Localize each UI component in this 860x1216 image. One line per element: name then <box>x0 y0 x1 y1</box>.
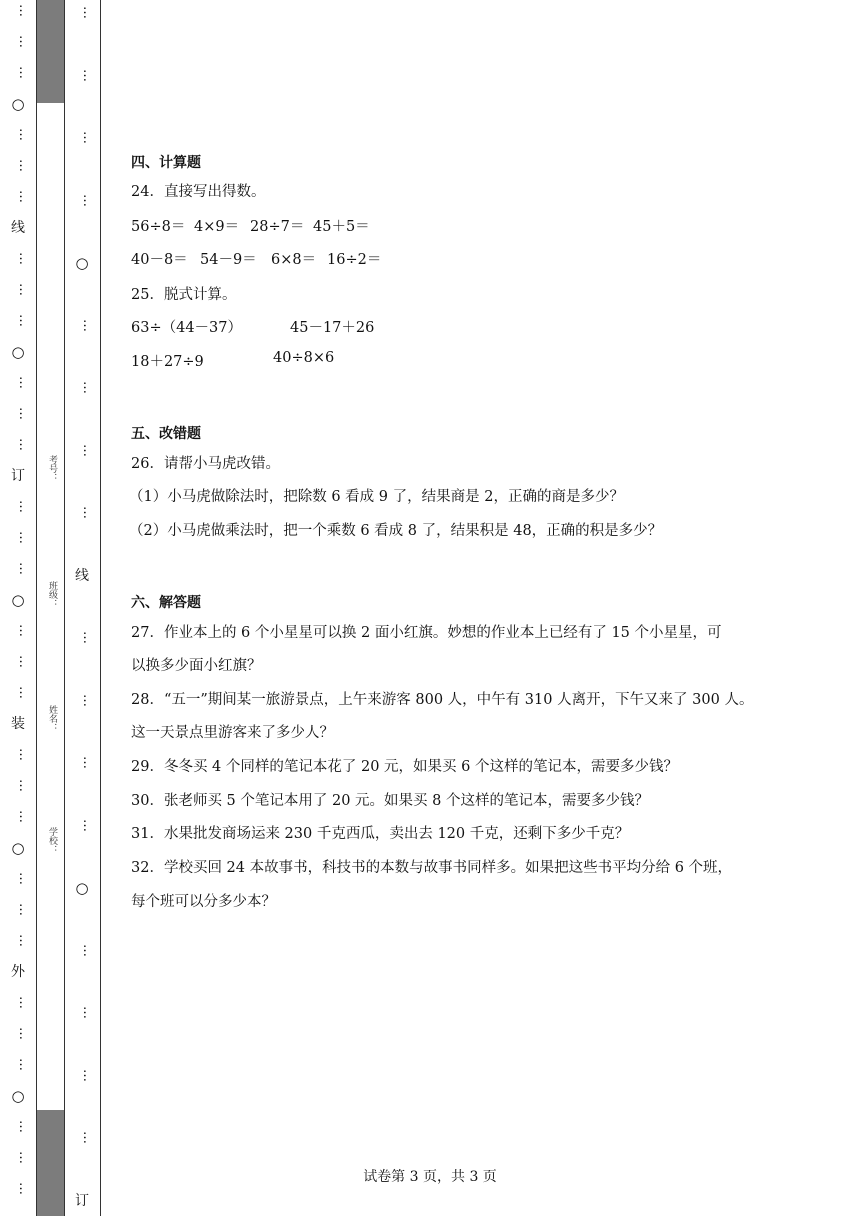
section-six-title: 六、解答题 <box>131 595 201 611</box>
calc-item: 40－8＝ <box>131 252 188 268</box>
seal-dots: … <box>80 943 95 957</box>
seal-char: 线 <box>75 567 89 584</box>
seal-dots: … <box>16 562 31 575</box>
question-32-line-2: 每个班可以分多少本？ <box>131 894 276 910</box>
seal-circle-icon: ○ <box>11 591 25 609</box>
seal-circle-icon: ○ <box>11 95 25 113</box>
step-calc-item: 40÷8×6 <box>273 350 335 366</box>
seal-char: 订 <box>75 1192 89 1209</box>
calc-item: 6×8＝ <box>271 252 317 268</box>
seal-dots: … <box>16 376 31 389</box>
seal-dots: … <box>16 996 31 1009</box>
seal-dots: … <box>16 1027 31 1040</box>
binding-shade-bottom <box>37 1110 64 1216</box>
seal-dots: … <box>16 810 31 823</box>
question-27-line-1: 27．作业本上的 6 个小星星可以换 2 面小红旗。妙想的作业本上已经有了 15 个小星星，可 <box>131 625 722 641</box>
question-30: 30．张老师买 5 个笔记本用了 20 元。如果买 8 个这样的笔记本，需要多少钱？ <box>131 793 650 809</box>
question-25: 25．脱式计算。 <box>131 287 237 303</box>
seal-dots: … <box>16 35 31 48</box>
binding-rule-right <box>100 0 101 1216</box>
seal-dots: … <box>16 283 31 296</box>
school-label: 学校： <box>47 826 57 854</box>
question-26: 26．请帮小马虎改错。 <box>131 456 280 472</box>
seal-dots: … <box>16 1058 31 1071</box>
seal-dots: … <box>80 1006 95 1019</box>
step-calc-item: 45－17＋26 <box>290 320 375 336</box>
seal-dots: … <box>16 407 31 420</box>
seal-dots: … <box>16 934 31 947</box>
seal-dots: … <box>16 128 31 141</box>
outer-seal-line <box>6 0 30 1216</box>
binding-rule-left <box>36 0 37 1216</box>
calc-item: 16÷2＝ <box>327 252 382 268</box>
seal-dots: … <box>16 252 31 265</box>
seal-dots: … <box>16 190 31 203</box>
seal-dots: … <box>80 693 95 707</box>
seal-dots: … <box>80 443 95 457</box>
seal-dots: … <box>16 686 31 699</box>
seal-char: 外 <box>11 964 25 980</box>
seal-dots: … <box>16 748 31 761</box>
seal-circle-icon: ○ <box>11 839 25 857</box>
seal-dots: … <box>16 314 31 327</box>
exam-number-label: 考号： <box>47 454 57 482</box>
seal-dots: … <box>16 903 31 916</box>
seal-dots: … <box>80 631 95 644</box>
seal-dots: … <box>80 318 95 332</box>
binding-shade-top <box>37 0 64 103</box>
seal-char: 装 <box>11 716 25 732</box>
seal-dots: … <box>80 1131 95 1144</box>
name-label: 姓名： <box>47 704 57 732</box>
seal-circle-icon: ○ <box>75 254 89 272</box>
section-five-title: 五、改错题 <box>131 426 201 442</box>
binding-rule-mid <box>64 0 65 1216</box>
seal-dots: … <box>80 506 95 519</box>
seal-dots: … <box>16 4 31 17</box>
calc-item: 56÷8＝ <box>131 219 186 235</box>
question-28-line-1: 28．“五一”期间某一旅游景点，上午来游客 800 人，中午有 310 人离开，下午又来了 300 人。 <box>131 692 754 708</box>
class-label: 班级： <box>47 580 57 608</box>
seal-dots: … <box>16 1120 31 1133</box>
step-calc-item: 18＋27÷9 <box>131 354 204 370</box>
inner-seal-line <box>70 0 94 1216</box>
question-31: 31．水果批发商场运来 230 千克西瓜，卖出去 120 千克，还剩下多少千克？ <box>131 826 630 842</box>
seal-dots: … <box>16 438 31 451</box>
seal-dots: … <box>16 779 31 792</box>
seal-dots: … <box>80 6 95 19</box>
seal-dots: … <box>16 1151 31 1164</box>
calc-item: 54－9＝ <box>200 252 257 268</box>
step-calc-item: 63÷（44－37） <box>131 320 243 336</box>
seal-char: 订 <box>11 468 25 484</box>
page-footer: 试卷第 3 页，共 3 页 <box>363 1169 497 1185</box>
calc-item: 45＋5＝ <box>313 219 370 235</box>
seal-dots: … <box>80 68 95 82</box>
seal-circle-icon: ○ <box>11 343 25 361</box>
question-26-part-2: （2）小马虎做乘法时，把一个乘数 6 看成 8 了，结果积是 48，正确的积是多少？ <box>129 523 663 539</box>
seal-dots: … <box>16 159 31 172</box>
question-27-line-2: 以换多少面小红旗？ <box>131 658 262 674</box>
seal-dots: … <box>16 1182 31 1195</box>
question-29: 29．冬冬买 4 个同样的笔记本花了 20 元，如果买 6 个这样的笔记本，需要多少钱？ <box>131 759 679 775</box>
seal-dots: … <box>16 655 31 668</box>
question-24: 24．直接写出得数。 <box>131 184 266 200</box>
binding-margin <box>0 0 102 1216</box>
question-32-line-1: 32．学校买回 24 本故事书，科技书的本数与故事书同样多。如果把这些书平均分给 6 个班， <box>131 860 733 876</box>
seal-circle-icon: ○ <box>75 879 89 897</box>
seal-dots: … <box>80 131 95 144</box>
seal-dots: … <box>16 624 31 637</box>
question-26-part-1: （1）小马虎做除法时，把除数 6 看成 9 了，结果商是 2，正确的商是多少？ <box>129 489 624 505</box>
seal-dots: … <box>16 872 31 885</box>
seal-dots: … <box>16 500 31 513</box>
seal-char: 线 <box>11 220 25 236</box>
calc-item: 4×9＝ <box>194 219 240 235</box>
seal-circle-icon: ○ <box>11 1087 25 1105</box>
seal-dots: … <box>80 193 95 207</box>
seal-dots: … <box>80 818 95 832</box>
calc-item: 28÷7＝ <box>250 219 305 235</box>
seal-dots: … <box>16 66 31 79</box>
seal-dots: … <box>80 756 95 769</box>
seal-dots: … <box>16 531 31 544</box>
question-28-line-2: 这一天景点里游客来了多少人？ <box>131 725 334 741</box>
section-four-title: 四、计算题 <box>131 155 201 171</box>
seal-dots: … <box>80 381 95 394</box>
seal-dots: … <box>80 1068 95 1082</box>
